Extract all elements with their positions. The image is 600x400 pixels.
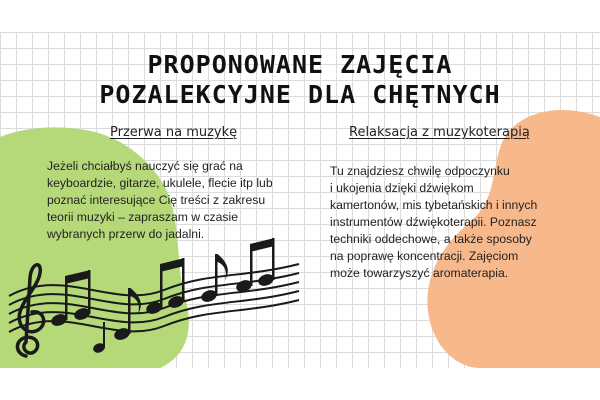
text-line: techniki oddechowe, a także sposoby	[330, 232, 532, 246]
treble-clef-icon	[17, 265, 43, 356]
page-title	[0, 50, 600, 110]
text-line: kamertonów, mis tybetańskich i innych	[330, 198, 538, 212]
music-staff-icon	[4, 238, 304, 368]
left-column-text	[47, 158, 273, 243]
text-line: i ukojenia dzięki dźwiękom	[330, 181, 474, 195]
text-line: poznać interesujące Cię treści z zakresu	[47, 193, 266, 207]
text-line: teorii muzyki – zapraszam w czasie	[47, 210, 238, 224]
text-line: instrumentów dźwiękoterapii. Poznasz	[330, 215, 537, 229]
text-line: może towarzyszyć aromaterapia.	[330, 266, 509, 280]
right-column-text	[330, 163, 537, 282]
title-line-2: POZALEKCYJNE DLA CHĘTNYCH	[99, 80, 501, 109]
text-line: wybranych przerw do jadalni.	[47, 227, 205, 241]
left-column-heading: Przerwa na muzykę	[110, 125, 238, 140]
right-column-heading: Relaksacja z muzykoterapią	[349, 125, 530, 140]
slide	[0, 32, 600, 368]
text-line: Tu znajdziesz chwilę odpoczynku	[330, 164, 510, 178]
text-line: na poprawę koncentracji. Zajęciom	[330, 249, 519, 263]
title-line-1: PROPONOWANE ZAJĘCIA	[147, 50, 453, 79]
music-notes-icon	[50, 238, 276, 354]
text-line: keyboardzie, gitarze, ukulele, flecie itp lub	[47, 176, 273, 190]
text-line: Jeżeli chciałbyś nauczyć się grać na	[47, 159, 243, 173]
